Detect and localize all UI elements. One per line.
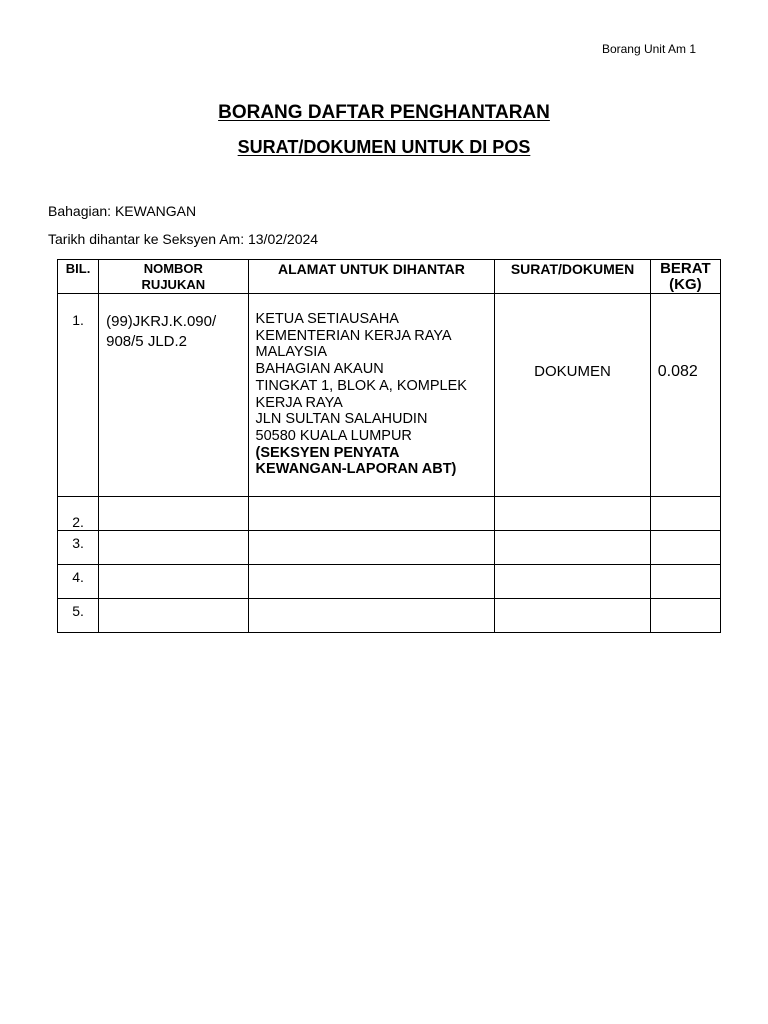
row-number: 2. [58,497,99,531]
header-reference-number [99,260,248,294]
item-weight: 0.082 [650,294,720,497]
reference-number [99,294,248,497]
submission-date-label: Tarikh dihantar ke Seksyen Am: 13/02/2024 [48,231,319,247]
item-type [495,565,650,599]
delivery-address [248,565,495,599]
address-section-note: (SEKSYEN PENYATA KEWANGAN-LAPORAN ABT) [255,444,457,478]
reference-number [99,565,248,599]
item-type: DOKUMEN [495,294,650,497]
reference-line1: (99)JKRJ.K.090/ [106,313,217,330]
address-line: 50580 KUALA LUMPUR [255,427,412,444]
delivery-address [248,294,495,497]
delivery-address [248,497,495,531]
item-type [495,599,650,633]
item-weight [650,497,720,531]
address-line: TINGKAT 1, BLOK A, KOMPLEK KERJA RAYA [255,377,467,411]
row-number: 4. [58,565,99,599]
table-header-row [58,260,721,294]
table-row [58,531,721,565]
item-type [495,531,650,565]
address-line: KETUA SETIAUSAHA [255,311,399,327]
address-line: JLN SULTAN SALAHUDIN [255,411,428,428]
form-subtitle: SURAT/DOKUMEN UNTUK DI POS [237,137,531,157]
table-row [58,599,721,633]
row-number: 1. [58,294,99,497]
row-number: 3. [58,531,99,565]
department-label: Bahagian: KEWANGAN [48,203,197,219]
item-type [495,497,650,531]
delivery-address [248,599,495,633]
reference-number [99,531,248,565]
header-weight [650,260,720,294]
reference-number [99,599,248,633]
header-address-text: ALAMAT UNTUK DIHANTAR [277,261,465,277]
form-code: Borang Unit Am 1 [601,42,696,56]
header-ref-line2: RUJUKAN [141,277,206,292]
reference-number [99,497,248,531]
table-row [58,294,721,497]
delivery-table [57,259,721,633]
item-weight [650,565,720,599]
address-line: KEMENTERIAN KERJA RAYA MALAYSIA [255,327,451,361]
header-bil [58,260,99,294]
header-weight-line2: (KG) [669,276,702,293]
header-weight-line1: BERAT [660,260,711,277]
item-weight [650,531,720,565]
table-row [58,565,721,599]
header-bil-text: BIL. [65,261,91,276]
reference-line2: 908/5 JLD.2 [106,333,187,350]
table-row [58,497,721,531]
delivery-address [248,531,495,565]
header-type-text: SURAT/DOKUMEN [510,261,635,277]
item-weight [650,599,720,633]
header-ref-line1: NOMBOR [143,261,203,276]
address-line: BAHAGIAN AKAUN [255,361,384,378]
header-address [248,260,495,294]
form-title: BORANG DAFTAR PENGHANTARAN [218,102,550,123]
header-type [495,260,650,294]
row-number: 5. [58,599,99,633]
